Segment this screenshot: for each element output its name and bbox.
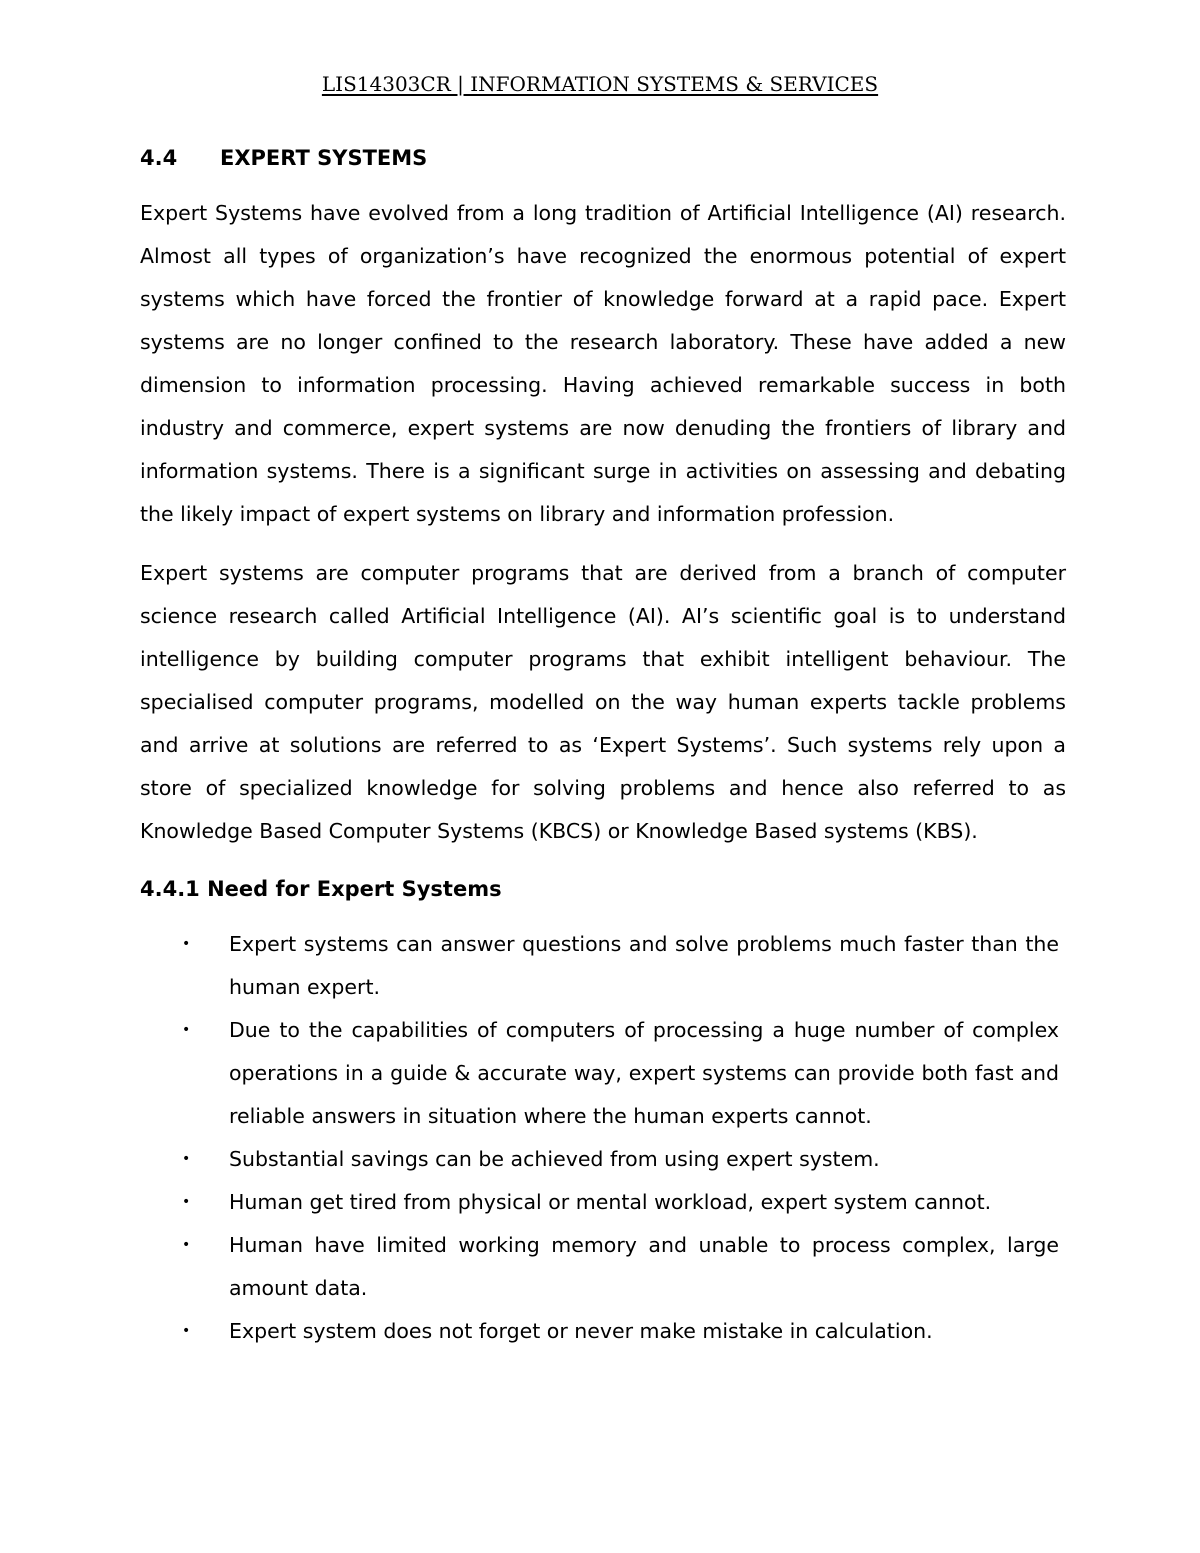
subsection-heading: 4.4.1 Need for Expert Systems xyxy=(140,877,502,901)
paragraph-2: Expert systems are computer programs that are derived from a branch of computer science research called Artificial Intelligence (AI). AI’s scientific goal is to understand intelligence by building computer programs that exhibit intelligent behaviour. The specialised computer programs, modelled on the way human experts tackle problems and arrive at solutions are referred to as ‘Expert Systems’. Such systems rely upon a store of specialized knowledge for solving problems and hence also referred to as Knowledge Based Computer Systems (KBCS) or Knowledge Based systems (KBS). xyxy=(140,561,1066,843)
list-item-text: Substantial savings can be achieved from using expert system. xyxy=(229,1147,880,1171)
list-item-text: Expert systems can answer questions and solve problems much faster than the human expert. xyxy=(229,932,1059,999)
bullet-list xyxy=(140,923,1066,1353)
list-item xyxy=(140,923,1059,1009)
list-item xyxy=(140,1009,1059,1138)
list-item-text: Human get tired from physical or mental workload, expert system cannot. xyxy=(229,1190,992,1214)
bullet-icon: • xyxy=(182,1237,191,1253)
bullet-icon: • xyxy=(182,1022,191,1038)
list-item xyxy=(140,1310,1059,1353)
bullet-icon: • xyxy=(182,1151,191,1167)
paragraph-1: Expert Systems have evolved from a long tradition of Artificial Intelligence (AI) research. Almost all types of organization’s have recognized the enormous potential of expert systems which have forced the frontier of knowledge forward at a rapid pace. Expert systems are no longer confined to the research laboratory. These have added a new dimension to information processing. Having achieved remarkable success in both industry and commerce, expert systems are now denuding the frontiers of library and information systems. There is a significant surge in activities on assessing and debating the likely impact of expert systems on library and information profession. xyxy=(140,201,1066,526)
running-header: LIS14303CR | INFORMATION SYSTEMS & SERVICES xyxy=(321,72,879,96)
list-item xyxy=(140,1138,1059,1181)
bullet-icon: • xyxy=(182,936,191,952)
bullet-icon: • xyxy=(182,1323,191,1339)
page-content xyxy=(140,138,1066,1353)
section-title: EXPERT SYSTEMS xyxy=(220,146,428,170)
section-heading xyxy=(140,138,1066,178)
list-item-text: Expert system does not forget or never make mistake in calculation. xyxy=(229,1319,933,1343)
section-number: 4.4 xyxy=(140,146,178,170)
bullet-icon: • xyxy=(182,1194,191,1210)
list-item xyxy=(140,1181,1059,1224)
list-item-text: Human have limited working memory and unable to process complex, large amount data. xyxy=(229,1233,1059,1300)
list-item-text: Due to the capabilities of computers of processing a huge number of complex operations in a guide & accurate way, expert systems can provide both fast and reliable answers in situation where the human experts cannot. xyxy=(229,1018,1059,1128)
list-item xyxy=(140,1224,1059,1310)
